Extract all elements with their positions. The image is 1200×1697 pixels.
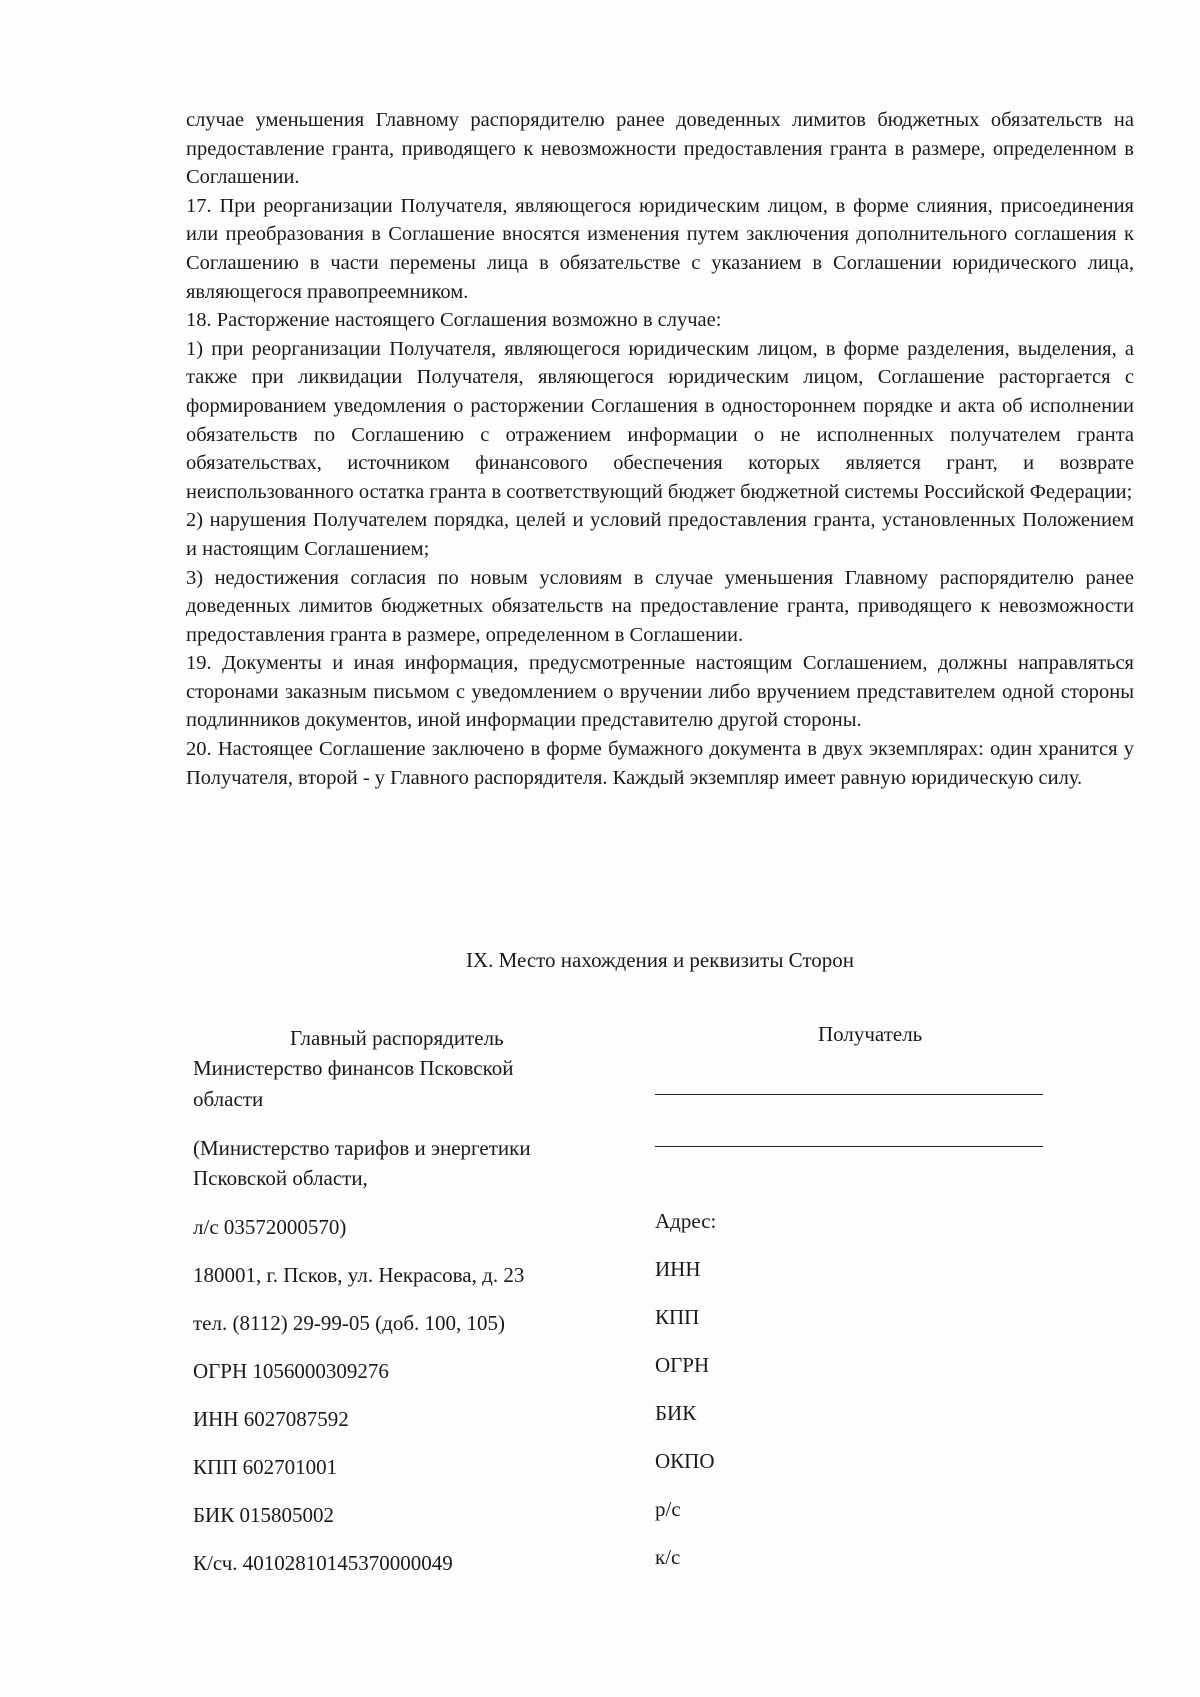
left-address: 180001, г. Псков, ул. Некрасова, д. 23 bbox=[193, 1263, 525, 1287]
paragraph-continuation: случае уменьшения Главному распорядителю ранее доведенных лимитов бюджетных обязательств на предоставление гранта, приводящего к невозможности предоставления гранта в размере, определенном в Соглашении. bbox=[186, 109, 1134, 189]
left-heading: Главный распорядитель bbox=[290, 1026, 504, 1050]
left-sub-line2: Псковской области, bbox=[193, 1166, 368, 1190]
right-ogrn: ОГРН bbox=[655, 1353, 710, 1377]
paragraph-18-item-2: 2) нарушения Получателем порядка, целей и условий предоставления гранта, установленных Положением и настоящим Соглашением; bbox=[186, 509, 1134, 560]
right-ks: к/с bbox=[655, 1545, 681, 1569]
paragraph-19: 19. Документы и иная информация, предусмотренные настоящим Соглашением, должны направляться сторонами заказным письмом с уведомлением о вручении либо вручением представителем одной стороны подлинников документов, иной информации представителю другой стороны. bbox=[186, 652, 1134, 732]
right-heading: Получатель bbox=[818, 1022, 923, 1046]
left-org-line2: области bbox=[193, 1087, 264, 1111]
left-bik: БИК 015805002 bbox=[193, 1503, 334, 1527]
right-inn: ИНН bbox=[655, 1257, 701, 1281]
left-account: л/с 03572000570) bbox=[193, 1215, 347, 1239]
left-phone: тел. (8112) 29-99-05 (доб. 100, 105) bbox=[193, 1311, 506, 1335]
paragraph-20: 20. Настоящее Соглашение заключено в форме бумажного документа в двух экземплярах: один хранится у Получателя, второй - у Главного распорядителя. Каждый экземпляр имеет равную юридическую силу. bbox=[186, 738, 1134, 789]
right-address: Адрес: bbox=[655, 1209, 717, 1233]
right-okpo: ОКПО bbox=[655, 1449, 715, 1473]
left-inn: ИНН 6027087592 bbox=[193, 1407, 349, 1431]
right-bik: БИК bbox=[655, 1401, 697, 1425]
left-org-line1: Министерство финансов Псковской bbox=[193, 1056, 514, 1080]
recipient-name-blank-line-2 bbox=[655, 1146, 1043, 1147]
left-ogrn: ОГРН 1056000309276 bbox=[193, 1359, 389, 1383]
left-kpp: КПП 602701001 bbox=[193, 1455, 338, 1479]
paragraph-18-item-3: 3) недостижения согласия по новым условиям в случае уменьшения Главному распорядителю ранее доведенных лимитов бюджетных обязательств на предоставление гранта, приводящего к невозможности предоставления гранта в размере, определенном в Соглашении. bbox=[186, 566, 1134, 646]
left-sub-line1: (Министерство тарифов и энергетики bbox=[193, 1136, 531, 1160]
paragraph-18-item-1: 1) при реорганизации Получателя, являющегося юридическим лицом, в форме разделения, выделения, а также при ликвидации Получателя, являющегося юридическим лицом, Соглашение расторгается с формированием уведомления о расторжении Соглашения в одностороннем порядке и акта об исполнении обязательств по Соглашению с отражением информации о не исполненных получателем гранта обязательствах, источником финансового обеспечения которых является грант, и возврате неиспользованного остатка гранта в соответствующий бюджет бюджетной системы Российской Федерации; bbox=[186, 337, 1134, 503]
right-rs: р/с bbox=[655, 1497, 681, 1521]
recipient-name-blank-line-1 bbox=[655, 1094, 1043, 1095]
paragraph-17: 17. При реорганизации Получателя, являющегося юридическим лицом, в форме слияния, присоединения или преобразования в Соглашение вносятся изменения путем заключения дополнительного соглашения к Соглашению в части перемены лица в обязательстве с указанием в Соглашении юридического лица, являющегося правопреемником. bbox=[186, 194, 1134, 303]
right-kpp: КПП bbox=[655, 1305, 700, 1329]
paragraph-18: 18. Расторжение настоящего Соглашения возможно в случае: bbox=[186, 309, 722, 332]
left-ks: К/сч. 40102810145370000049 bbox=[193, 1551, 453, 1575]
agreement-body bbox=[186, 106, 1134, 792]
section-title: IX. Место нахождения и реквизиты Сторон bbox=[465, 948, 855, 972]
